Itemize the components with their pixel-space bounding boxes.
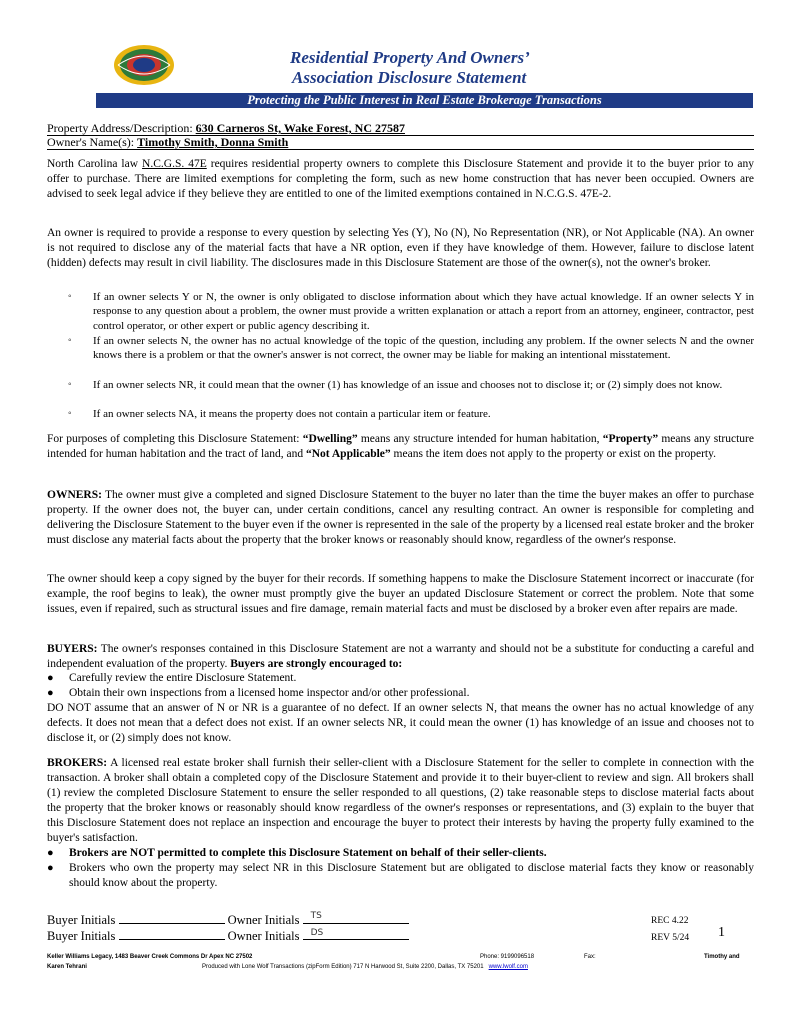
response-rule-na: If an owner selects NA, it means the property does not contain a particular item or feature. — [93, 408, 491, 420]
term-dwelling: “Dwelling” — [302, 433, 358, 445]
bullet-icon: ● — [47, 862, 54, 874]
buyers-paragraph-1 — [47, 642, 754, 672]
hollow-bullet-icon: ◦ — [68, 335, 72, 346]
nc-real-estate-commission-seal-icon — [112, 43, 176, 87]
brokers-p1-text: A licensed real estate broker shall furnish their seller-client with a Disclosure Statement for the seller to complete in connection with the transaction. A broker shall obtain a completed copy of the Disclosure Statement and provide it to their buyer-client to review and sign. All brokers shall (1) review the completed Disclosure Statement to ensure the seller responded to all questions, (2) take reasonable steps to disclose material facts about the property that the broker knows or reasonably should know regardless of the owner's responses or representations, and (3) explain to the buyer that this Disclosure Statement does not replace an inspection and encourage the buyer to protect their interests by having the property fully examined to the buyer's satisfaction. — [47, 757, 754, 844]
buyer-advice-review: Carefully review the entire Disclosure Statement. — [69, 672, 297, 684]
rev-code: REV 5/24 — [651, 933, 690, 943]
buyer-initials-label: Buyer Initials — [47, 913, 116, 927]
footer-produced-text: Produced with Lone Wolf Transactions (zipForm Edition) 717 N Harwood St, Suite 2200, Dallas, TX 75201 — [202, 964, 484, 970]
bullet-icon: ● — [47, 847, 54, 859]
property-address-label: Property Address/Description: — [47, 121, 193, 135]
owner-name-label: Owner's Name(s): — [47, 135, 135, 149]
owner-name-line — [47, 135, 754, 150]
owners-paragraph-1 — [47, 488, 754, 548]
buyers-p1-bold: Buyers are strongly encouraged to: — [230, 658, 403, 670]
footer-produced — [202, 963, 528, 971]
form-title-line2: Association Disclosure Statement — [292, 68, 527, 87]
definitions-text-d: means the item does not apply to the property or exist on the property. — [390, 448, 717, 460]
bullet-icon: ● — [47, 672, 54, 684]
footer-fax: Fax: — [584, 954, 596, 960]
response-rule-nr: If an owner selects NR, it could mean that the owner (1) has knowledge of an issue and chooses not to disclose it; or (2) simply does not know. — [93, 379, 723, 391]
owner-initials-field-1[interactable] — [303, 911, 409, 924]
page-number: 1 — [718, 925, 725, 940]
owner-initials-label: Owner Initials — [227, 913, 300, 927]
broker-rule-not-permitted: Brokers are NOT permitted to complete this Disclosure Statement on behalf of their seller-clients. — [69, 847, 547, 859]
intro-p1-text-a: North Carolina law — [47, 158, 143, 170]
rec-code: REC 4.22 — [651, 916, 689, 926]
term-not-applicable: “Not Applicable” — [306, 448, 391, 460]
owners-p1-text: The owner must give a completed and signed Disclosure Statement to the buyer no later than the time the buyer makes an offer to purchase property. If the owner does not, the buyer can, under certain conditions, cancel any resulting contract. An owner is responsible for completing and delivering the Disclosure Statement to the buyer even if the owner is represented in the sale of the property by a licensed real estate broker and the broker must disclose any material facts about the property that the broker knows or reasonably should know, regardless of the owner's response. — [47, 489, 754, 546]
definitions-text-a: For purposes of completing this Disclosure Statement: — [47, 433, 303, 445]
buyers-paragraph-2: DO NOT assume that an answer of N or NR is a guarantee of no defect. If an owner selects N, that means the owner has no actual knowledge of any defects. It does not mean that a defect does not exist. If an owner selects NR, it could mean the owner (1) has knowledge of an issue and chooses not to disclose it, or (2) simply does not know. — [47, 702, 754, 744]
owner-initials-signature-1: TS — [310, 911, 322, 921]
buyer-advice-inspect: Obtain their own inspections from a licensed home inspector and/or other professional. — [69, 687, 470, 699]
initials-row-1 — [47, 911, 409, 928]
form-title-line1: Residential Property And Owners’ — [290, 48, 530, 67]
footer-office: Keller Williams Legacy, 1483 Beaver Creek Commons Dr Apex NC 27502 — [47, 954, 253, 960]
property-address-line — [47, 121, 754, 136]
owner-initials-signature-2: DS — [310, 928, 324, 938]
property-address-value[interactable]: 630 Carneros St, Wake Forest, NC 27587 — [195, 121, 405, 135]
buyer-initials-field-1[interactable] — [119, 911, 225, 924]
buyers-heading: BUYERS: — [47, 643, 98, 655]
lwolf-link[interactable]: www.lwolf.com — [488, 964, 528, 970]
response-rule-y-n: If an owner selects Y or N, the owner is only obligated to disclose information about which they have actual knowledge. If an owner selects Y in response to any question about a problem, the owner must provide a written explanation or attach a report from an attorney, engineer, contractor, pest control operator, or other expert or public agency describing it. — [93, 291, 754, 332]
owner-initials-field-2[interactable] — [303, 927, 409, 940]
buyer-initials-label: Buyer Initials — [47, 929, 116, 943]
intro-paragraph-1 — [47, 157, 754, 202]
definitions-text-c: means any structure intended for human habitation and the tract of land, and — [47, 433, 754, 460]
definitions-text-b: means any structure intended for human habitation, — [357, 433, 603, 445]
form-title — [290, 48, 690, 88]
broker-rule-own-property: Brokers who own the property may select NR in this Disclosure Statement but are obligated to disclose material facts they know or reasonably should know about the property. — [69, 862, 754, 889]
term-property: “Property” — [602, 433, 659, 445]
footer-doc-name: Timothy and — [704, 954, 740, 960]
brokers-heading: BROKERS: — [47, 757, 108, 769]
owners-heading: OWNERS: — [47, 489, 102, 501]
owner-initials-label: Owner Initials — [227, 929, 300, 943]
hollow-bullet-icon: ◦ — [68, 291, 72, 302]
hollow-bullet-icon: ◦ — [68, 408, 72, 419]
owners-paragraph-2: The owner should keep a copy signed by the buyer for their records. If something happens to make the Disclosure Statement incorrect or inaccurate (for example, the roof begins to leak), the owner must promptly give the buyer an updated Disclosure Statement or correct the problem. Note that some issues, even if repaired, such as structural issues and fire damage, remain material facts and must be disclosed by a broker even after repairs are made. — [47, 573, 754, 615]
footer-phone: Phone: 9199096518 — [480, 954, 535, 960]
brokers-paragraph — [47, 756, 754, 846]
intro-paragraph-2: An owner is required to provide a response to every question by selecting Yes (Y), No (N), No Representation (NR), or Not Applicable (NA). An owner is not required to disclose any of the material facts that have a NR option, even if they have knowledge of them. However, failure to disclose latent (hidden) defects may result in civil liability. The disclosures made in this Disclosure Statement are those of the owner(s), not the owner's broker. — [47, 227, 754, 269]
buyer-initials-field-2[interactable] — [119, 927, 225, 940]
definitions-paragraph — [47, 432, 754, 462]
hollow-bullet-icon: ◦ — [68, 379, 72, 390]
buyers-p1-text: The owner's responses contained in this Disclosure Statement are not a warranty and should not be a substitute for conducting a careful and independent evaluation of the property. — [47, 643, 754, 670]
initials-row-2 — [47, 927, 409, 944]
footer-agent: Karen Tehrani — [47, 964, 87, 970]
owner-name-value[interactable]: Timothy Smith, Donna Smith — [137, 135, 289, 149]
response-rule-n: If an owner selects N, the owner has no actual knowledge of the topic of the question, including any problem. If the owner selects N and the owner knows there is a problem or that the owner's answer is not correct, the owner may be liable for making an intentional misstatement. — [93, 335, 754, 362]
statute-link[interactable]: N.C.G.S. 47E — [142, 158, 207, 170]
intro-p1-text-b: requires residential property owners to complete this Disclosure Statement and provide it to the buyer prior to any offer to purchase. There are limited exemptions for completing the form, such as new home construction that has never been occupied. Owners are advised to seek legal advice if they believe they are entitled to one of the limited exemptions contained in N.C.G.S. 47E-2. — [47, 158, 754, 200]
banner-tagline: Protecting the Public Interest in Real Estate Brokerage Transactions — [96, 93, 753, 108]
bullet-icon: ● — [47, 687, 54, 699]
